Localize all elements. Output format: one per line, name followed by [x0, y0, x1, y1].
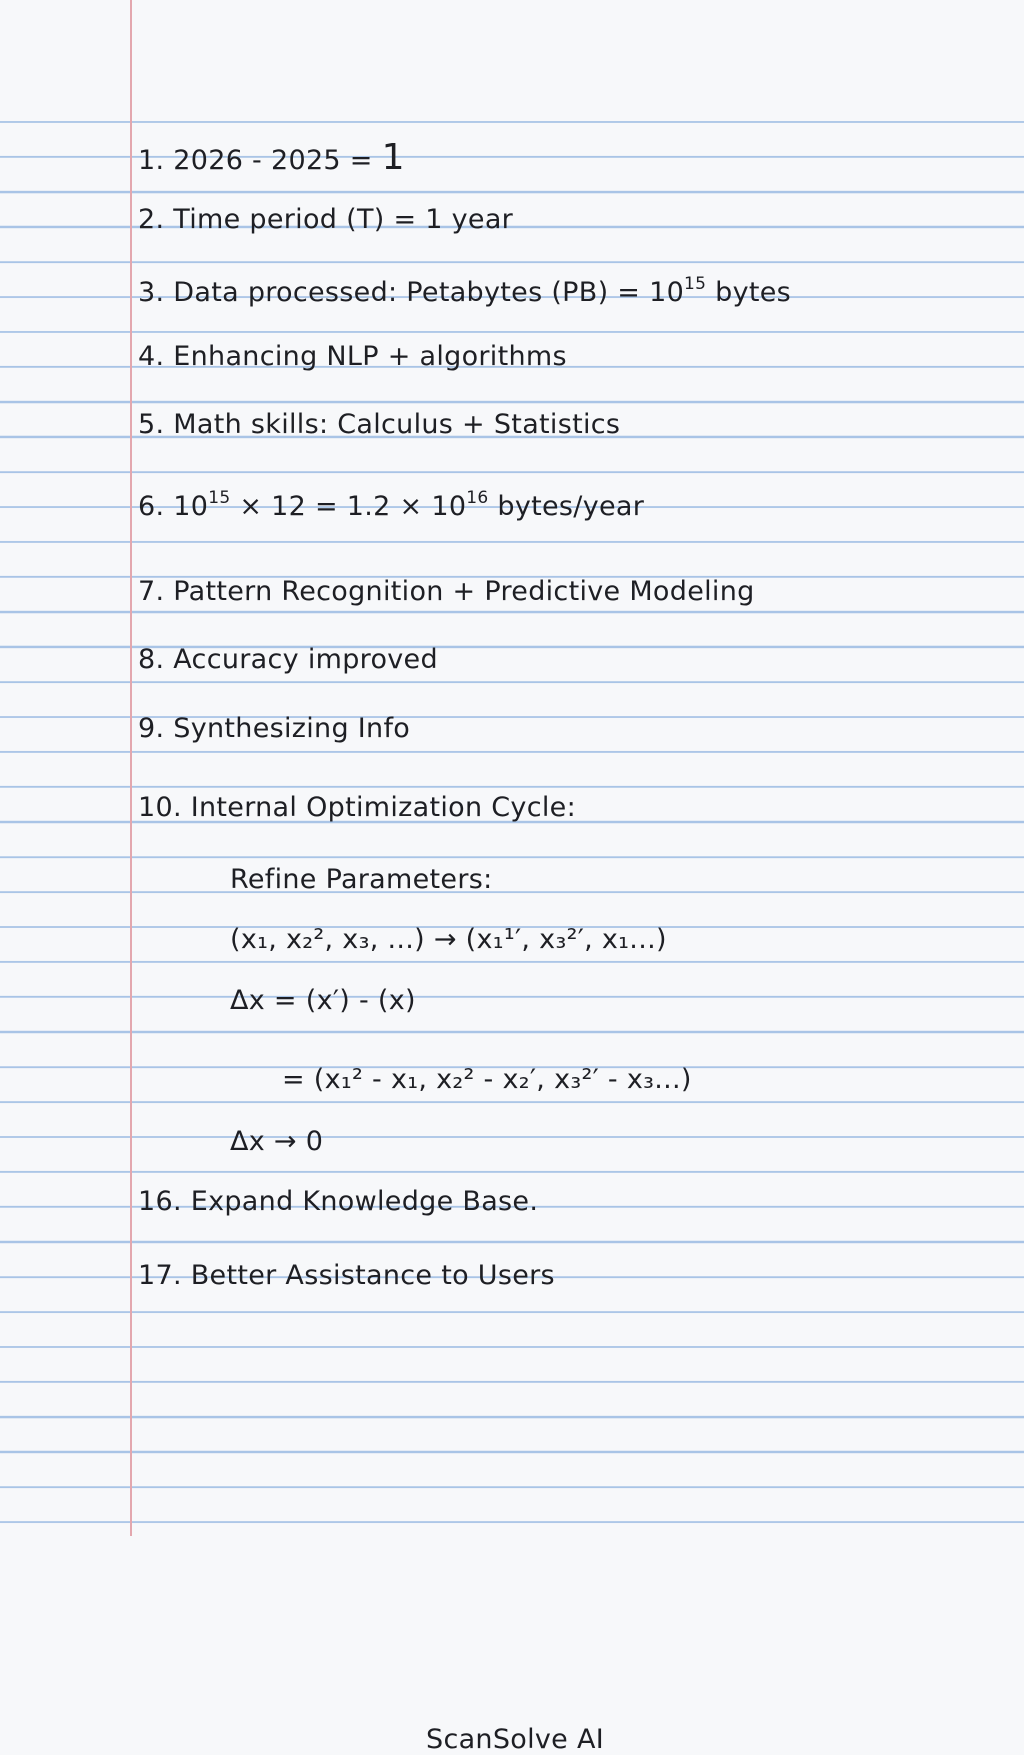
line-2	[138, 206, 513, 233]
line-7	[138, 578, 755, 605]
line-number: 5.	[138, 409, 165, 440]
line-5	[138, 411, 620, 438]
line-number: 6.	[138, 491, 165, 522]
line-number: 9.	[138, 713, 165, 744]
line-8	[138, 646, 438, 673]
line-result: 1	[381, 137, 405, 178]
line-1	[138, 137, 405, 178]
line-text: Expand Knowledge Base.	[190, 1186, 539, 1217]
line-text: Accuracy improved	[173, 644, 438, 675]
line-text: Enhancing NLP + algorithms	[173, 341, 567, 372]
line-text: Better Assistance to Users	[190, 1260, 555, 1291]
line-text: Pattern Recognition + Predictive Modeling	[173, 576, 755, 607]
line-text: Internal Optimization Cycle:	[190, 792, 576, 823]
line-text: Synthesizing Info	[173, 713, 411, 744]
line-number: 3.	[138, 277, 165, 308]
parameter-mapping: (x₁, x₂², x₃, ...) → (x₁¹′, x₃²′, x₁...)	[230, 924, 667, 955]
line-number: 4.	[138, 341, 165, 372]
line-tail: bytes	[715, 277, 792, 308]
line-number: 8.	[138, 644, 165, 675]
line-9	[138, 715, 410, 742]
line-text: 2026 - 2025 =	[173, 145, 373, 176]
line-4	[138, 343, 567, 370]
line-6	[138, 490, 644, 520]
delta-expansion: = (x₁² - x₁, x₂² - x₂′, x₃²′ - x₃...)	[282, 1064, 692, 1095]
line-number: 1.	[138, 145, 165, 176]
base-a: 10	[173, 491, 209, 522]
line-text: Math skills: Calculus + Statistics	[173, 409, 621, 440]
line-3	[138, 276, 791, 306]
delta-definition: Δx = (x′) - (x)	[230, 985, 416, 1016]
line-number: 10.	[138, 792, 182, 823]
exponent-a: 15	[208, 488, 231, 508]
line-17	[138, 1262, 555, 1289]
line-number: 16.	[138, 1186, 182, 1217]
line-text: Data processed: Petabytes (PB) = 10	[173, 277, 685, 308]
footer-signature: ScanSolve AI	[426, 1724, 605, 1755]
line-mid: × 12 = 1.2 × 10	[239, 491, 467, 522]
line-number: 17.	[138, 1260, 182, 1291]
line-text: Time period (T) = 1 year	[173, 204, 514, 235]
exponent-b: 16	[466, 488, 489, 508]
line-number: 2.	[138, 204, 165, 235]
line-number: 7.	[138, 576, 165, 607]
delta-limit: Δx → 0	[230, 1126, 324, 1157]
line-10	[138, 794, 576, 821]
refine-parameters: Refine Parameters:	[230, 864, 493, 895]
margin-line	[130, 0, 132, 1536]
line-16	[138, 1188, 538, 1215]
exponent: 15	[684, 274, 707, 294]
line-tail: bytes/year	[497, 491, 645, 522]
